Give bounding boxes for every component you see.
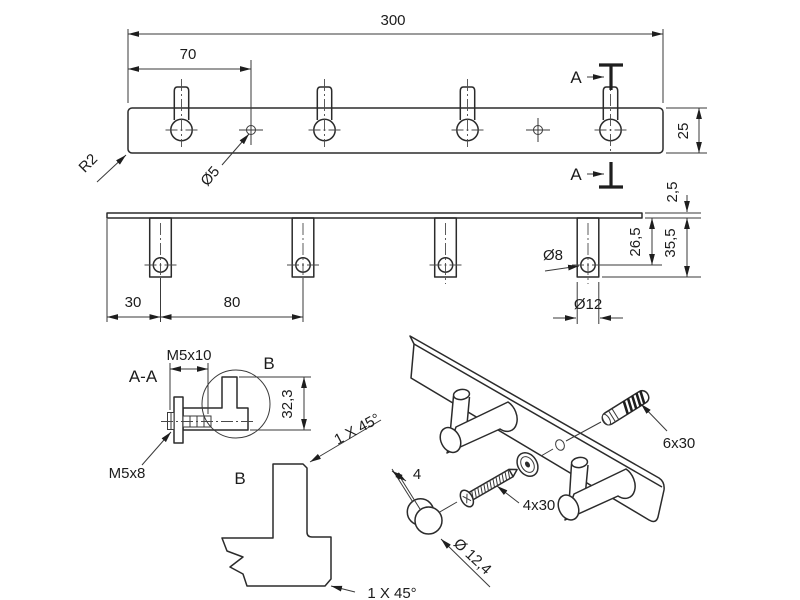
chamfer-top-callout (310, 410, 383, 462)
dim-30-label: 30 (124, 294, 142, 311)
hook-stems-front (174, 87, 617, 120)
dim-rail-height (666, 108, 707, 153)
screw-3d (458, 462, 522, 509)
screw-callout (109, 432, 171, 482)
wall-plug-callout (641, 404, 695, 452)
chamfer-top-label: 1 X 45° (331, 410, 384, 449)
section-marker-bottom: A (570, 165, 582, 184)
dim-35-5-label: 35,5 (662, 228, 679, 258)
dim-hole-offset (128, 46, 251, 69)
mounting-holes-front (239, 60, 550, 145)
screw-callout-3d (497, 486, 555, 514)
radius-label: R2 (75, 150, 102, 177)
center-lines-front (166, 74, 627, 153)
screw-3d-label: 4x30 (522, 497, 556, 514)
detail-circle (202, 370, 270, 438)
cap-thickness-label: 4 (412, 466, 422, 483)
dim-thread-label: M5x10 (166, 347, 212, 364)
chamfer-bottom-callout (331, 585, 417, 600)
dim-2-5-label: 2,5 (664, 181, 681, 203)
body-dia-label: Ø12 (573, 296, 603, 313)
dim-32-3-label: 32,3 (279, 389, 296, 419)
dim-hook-positions (107, 219, 303, 322)
cap-dia-label: Ø 12,4 (450, 535, 495, 579)
screw-label: M5x8 (108, 465, 146, 482)
hole-dia-callout (197, 134, 249, 189)
rail-front-outline (128, 108, 663, 153)
hook-bodies-plan (150, 218, 599, 277)
rail-edge-outline (107, 213, 642, 218)
section-title: A-A (128, 367, 158, 386)
detail-b-label: B (234, 469, 246, 488)
detail-circle-label: B (263, 354, 275, 373)
cap-thickness-dim (392, 466, 421, 510)
exploded-view (392, 336, 695, 587)
wall-plug-label: 6x30 (662, 435, 696, 452)
section-marker-top: A (570, 68, 582, 87)
dim-80-label: 80 (223, 294, 241, 311)
dim-70-label: 70 (179, 46, 197, 63)
chamfer-bottom-label: 1 X 45° (367, 585, 417, 600)
radius-callout (76, 151, 126, 182)
front-view (76, 12, 707, 189)
hook-balls-front (171, 119, 621, 140)
body-dia-dim (553, 282, 623, 324)
section-aa-view (109, 347, 311, 482)
dim-thread (166, 347, 211, 414)
detail-b-view (222, 410, 417, 600)
hole-dia-label: Ø5 (197, 163, 224, 190)
cap-dia-callout (441, 535, 495, 587)
dim-300-label: 300 (380, 12, 406, 29)
pin-dia-label: Ø8 (542, 247, 564, 264)
cover-cap (407, 499, 442, 534)
dim-section-height (239, 377, 311, 430)
dim-total-length (128, 12, 663, 103)
dim-right-stack (600, 182, 701, 277)
wall-plug (600, 388, 651, 427)
rail-section-plate (174, 397, 183, 443)
pin-dia-callout (543, 247, 579, 271)
dim-26-5-label: 26,5 (627, 227, 644, 257)
center-lines-plan (145, 223, 605, 284)
plan-view (107, 182, 701, 324)
dim-25-label: 25 (675, 122, 692, 140)
